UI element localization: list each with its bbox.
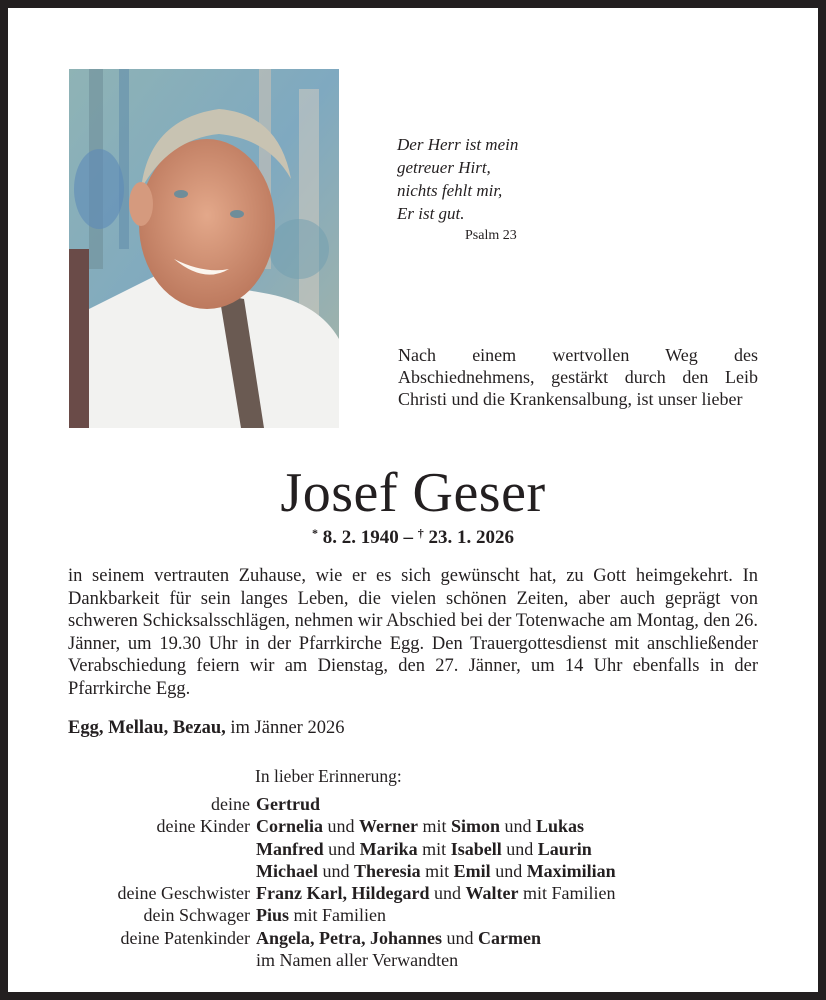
mourner-name: Isabell (450, 838, 502, 859)
mourner-name: Emil (453, 860, 491, 881)
mourner-name: Pius (256, 905, 290, 926)
psalm-line: nichts fehlt mir, (397, 181, 503, 200)
psalm-line: getreuer Hirt, (397, 158, 491, 177)
relation-label: dein Schwager (143, 905, 250, 926)
relation-label: deine Geschwister (117, 883, 250, 904)
connector-text: und (500, 816, 537, 837)
death-cross-icon: † (417, 526, 424, 540)
connector-text: und (429, 883, 466, 904)
connector-text: im Namen aller Verwandten (256, 950, 459, 971)
portrait-photo (69, 69, 339, 428)
mourner-names (256, 860, 768, 882)
mourner-name: Theresia (353, 860, 421, 881)
mourner-row (68, 927, 768, 949)
relation-label (68, 838, 256, 860)
memory-intro: In lieber Erinnerung: (255, 766, 402, 786)
mourners-list (68, 793, 768, 971)
notice-date: im Jänner 2026 (225, 718, 345, 738)
psalm-line: Er ist gut. (397, 204, 465, 223)
mourner-names (256, 949, 768, 971)
connector-text: und (442, 927, 478, 948)
mourner-name: Lukas (536, 816, 585, 837)
date-separator: – (403, 527, 413, 548)
connector-text: mit Familien (289, 905, 387, 926)
mourner-name: Angela, Petra, Johannes (256, 927, 442, 948)
birth-star-icon: * (312, 526, 318, 540)
connector-text: und (317, 860, 354, 881)
mourner-name: Simon (451, 816, 501, 837)
mourner-name: Werner (359, 816, 418, 837)
mourner-row (68, 882, 768, 904)
deceased-name: Josef Geser (280, 462, 546, 524)
mourner-row (68, 860, 768, 882)
connector-text: mit (420, 860, 454, 881)
relation-label: deine (211, 794, 250, 814)
intro-text: Nach einem wertvollen Weg des Abschiednehmens, gestärkt durch den Leib Christi und die Krankensalbung, ist unser lieber (398, 345, 758, 409)
connector-text: mit Familien (518, 883, 616, 904)
mourner-name: Cornelia (256, 816, 323, 837)
psalm-quote (397, 133, 597, 225)
mourner-row (68, 793, 768, 815)
mourner-row (68, 904, 768, 926)
mourner-names (256, 838, 768, 860)
mourner-names (256, 793, 768, 815)
relation-label (68, 949, 256, 971)
obituary-notice (8, 8, 818, 992)
connector-text: und (323, 816, 359, 837)
mourner-name: Laurin (537, 838, 592, 859)
mourner-name: Manfred (256, 838, 324, 859)
connector-text: und (323, 838, 360, 859)
mourner-name: Gertrud (256, 794, 320, 814)
connector-text: und (501, 838, 538, 859)
death-date: 23. 1. 2026 (428, 527, 514, 548)
portrait-photo-image (69, 69, 339, 428)
mourner-row (68, 949, 768, 971)
mourner-name: Marika (359, 838, 418, 859)
mourner-names (256, 927, 768, 949)
relation-label (68, 860, 256, 882)
connector-text: mit (417, 838, 451, 859)
mourner-names (256, 882, 768, 904)
birth-date: 8. 2. 1940 (322, 527, 399, 548)
mourner-row (68, 815, 768, 837)
connector-text: und (490, 860, 527, 881)
mourner-names (256, 904, 768, 926)
funeral-details-text: in seinem vertrauten Zuhause, wie er es sich gewünscht hat, zu Gott heimgekehrt. In Dankbarkeit für sein langes Leben, die vielen schönen Zeiten, aber auch geprägt von schweren Schicksalsschlägen, nehmen wir Abschied bei der Totenwache am Montag, den 26. Jänner, um 19.30 Uhr in der Pfarrkirche Egg. Den Trauergottesdienst mit anschließender Verabschiedung feiern wir am Dienstag, den 27. Jänner, um 14 Uhr ebenfalls in der Pfarrkirche Egg. (68, 566, 758, 699)
relation-label: deine Patenkinder (120, 927, 250, 948)
mourner-name: Franz Karl, Hildegard (256, 883, 430, 904)
mourner-name: Michael (256, 860, 318, 881)
life-dates (8, 526, 818, 549)
mourner-name: Maximilian (526, 860, 616, 881)
relation-label: deine Kinder (156, 816, 250, 837)
mourner-name: Carmen (478, 927, 541, 948)
mourner-row (68, 838, 768, 860)
connector-text: mit (417, 816, 451, 837)
mourner-names (256, 815, 768, 837)
place-names: Egg, Mellau, Bezau, (68, 718, 226, 738)
mourner-name: Walter (465, 883, 519, 904)
psalm-reference: Psalm 23 (465, 228, 517, 243)
place-and-date (68, 718, 344, 739)
psalm-line: Der Herr ist mein (397, 135, 519, 154)
